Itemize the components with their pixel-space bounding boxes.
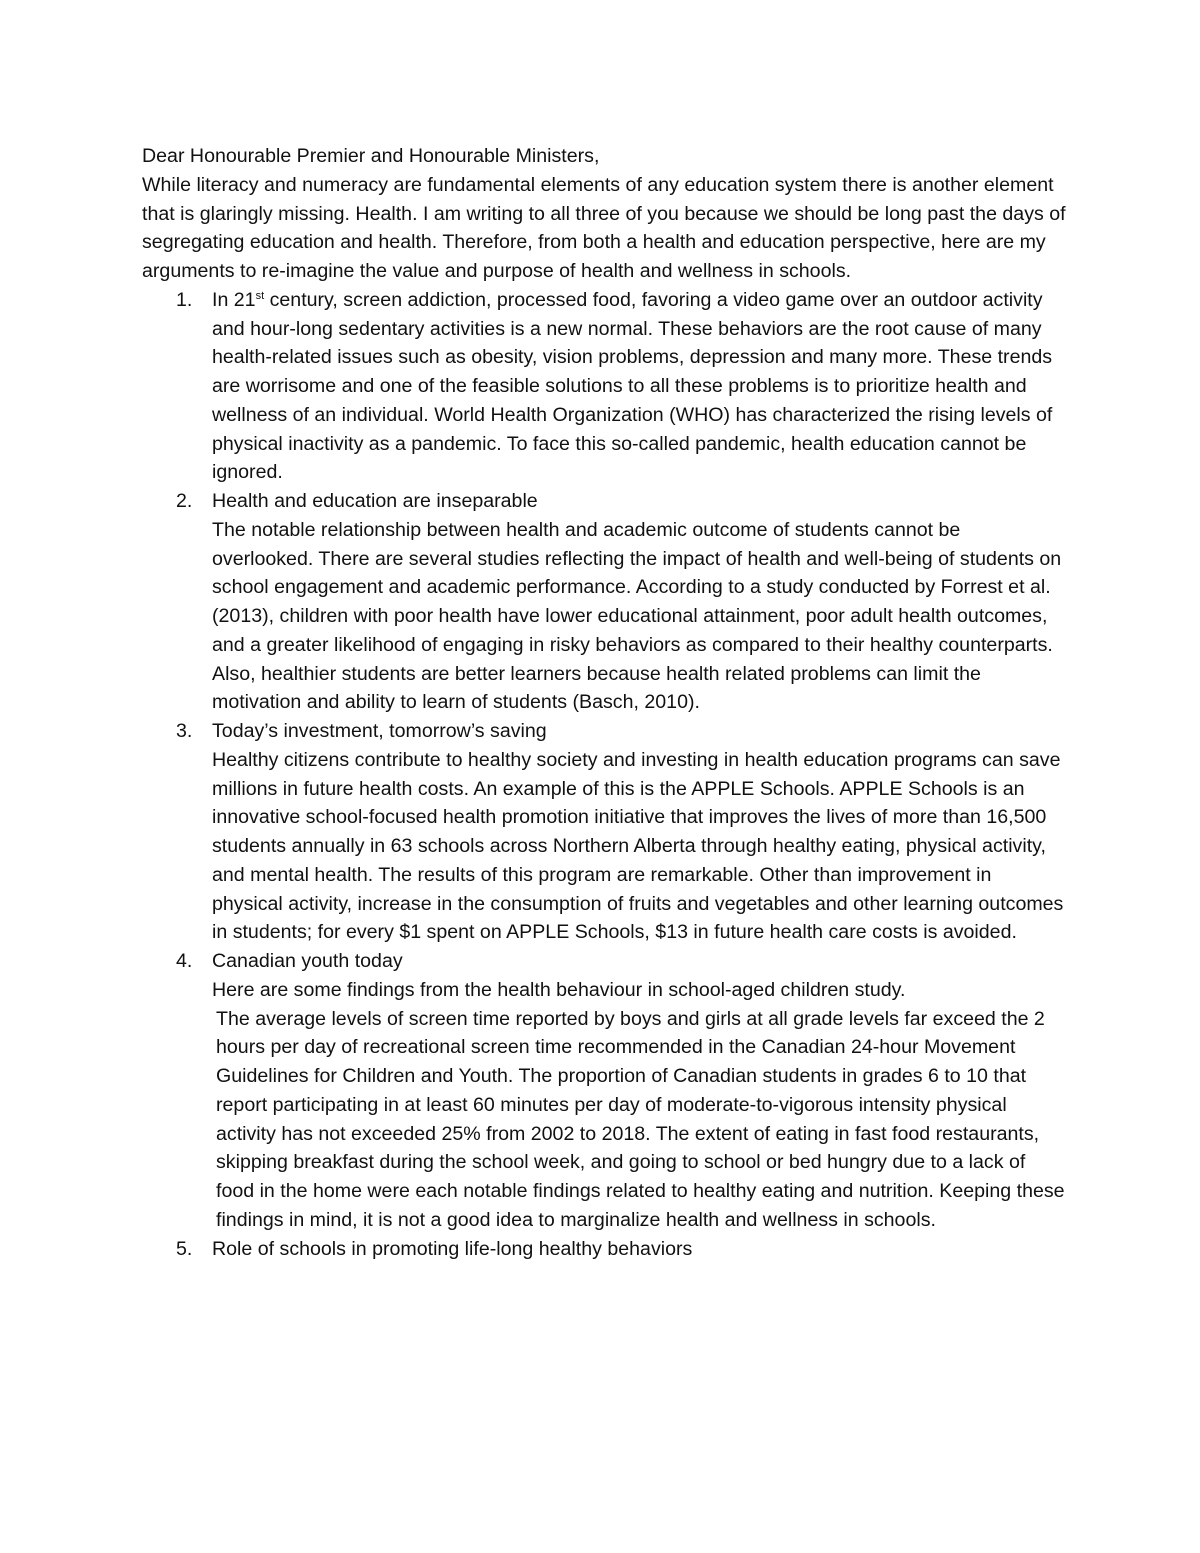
list-item-3 [142,717,1067,947]
salutation: Dear Honourable Premier and Honourable Ministers, [142,145,600,167]
list-number: 3. [176,720,193,742]
point-text: Here are some findings from the health behaviour in school-aged children study. [212,978,906,1001]
list-item-4 [142,947,1067,1235]
point-text: century, screen addiction, processed food, favoring a video game over an outdoor activity and hour-long sedentary activities is a new normal. These behaviors are the root cause of many health-related issues such as obesity, vision problems, depression and many more. These trends are worrisome and one of the feasible solutions to all these problems is to prioritize health and wellness of an individual. World Health Organization (WHO) has characterized the rising levels of physical inactivity as a pandemic. To face this so-called pandemic, health education cannot be ignored. [212,288,1053,484]
point-heading: Today’s investment, tomorrow’s saving [212,720,547,742]
list-number: 1. [176,288,193,311]
list-number: 2. [176,490,193,512]
point-lead: In 21 [212,288,256,311]
list-item-2 [142,487,1067,717]
point-text-continued: The average levels of screen time reported by boys and girls at all grade levels far exceed the 2 hours per day of recreational screen time recommended in the Canadian 24-hour Movement Guidelines for Children and Youth. The proportion of Canadian students in grades 6 to 10 that report participating in at least 60 minutes per day of moderate-to-vigorous intensity physical activity has not exceeded 25% from 2002 to 2018. The extent of eating in fast food restaurants, skipping breakfast during the school week, and going to school or bed hungry due to a lack of food in the home were each notable findings related to healthy eating and nutrition. Keeping these findings in mind, it is not a good idea to marginalize health and wellness in schools. [216,1007,1065,1231]
arguments-list [142,286,1067,1264]
ordinal-superscript: st [255,289,265,302]
intro-paragraph: While literacy and numeracy are fundamental elements of any education system there is another element that is glaringly missing. Health. I am writing to all three of you because we should be long past the days of segregating education and health. Therefore, from both a health and education perspective, here are my arguments to re-imagine the value and purpose of health and wellness in schools. [142,173,1066,282]
point-heading: Canadian youth today [212,950,403,972]
list-item-1 [142,286,1067,487]
point-heading: Health and education are inseparable [212,490,538,512]
point-heading: Role of schools in promoting life-long healthy behaviors [212,1237,693,1260]
point-text: The notable relationship between health and academic outcome of students cannot be overlooked. There are several studies reflecting the impact of health and well-being of students on school engagement and academic performance. According to a study conducted by Forrest et al. (2013), children with poor health have lower educational attainment, poor adult health outcomes, and a greater likelihood of engaging in risky behaviors as compared to their healthy counterparts. Also, healthier students are better learners because health related problems can limit the motivation and ability to learn of students (Basch, 2010). [212,518,1062,714]
point-text: Healthy citizens contribute to healthy society and investing in health education programs can save millions in future health costs. An example of this is the APPLE Schools. APPLE Schools is an innovative school-focused health promotion initiative that improves the lives of more than 16,500 students annually in 63 schools across Northern Alberta through healthy eating, physical activity, and mental health. The results of this program are remarkable. Other than improvement in physical activity, increase in the consumption of fruits and vegetables and other learning outcomes in students; for every $1 spent on APPLE Schools, $13 in future health care costs is avoided. [212,748,1064,944]
letter-body [142,142,1067,1263]
list-item-5 [142,1235,1067,1264]
list-number: 4. [176,950,193,972]
list-number: 5. [176,1237,193,1260]
